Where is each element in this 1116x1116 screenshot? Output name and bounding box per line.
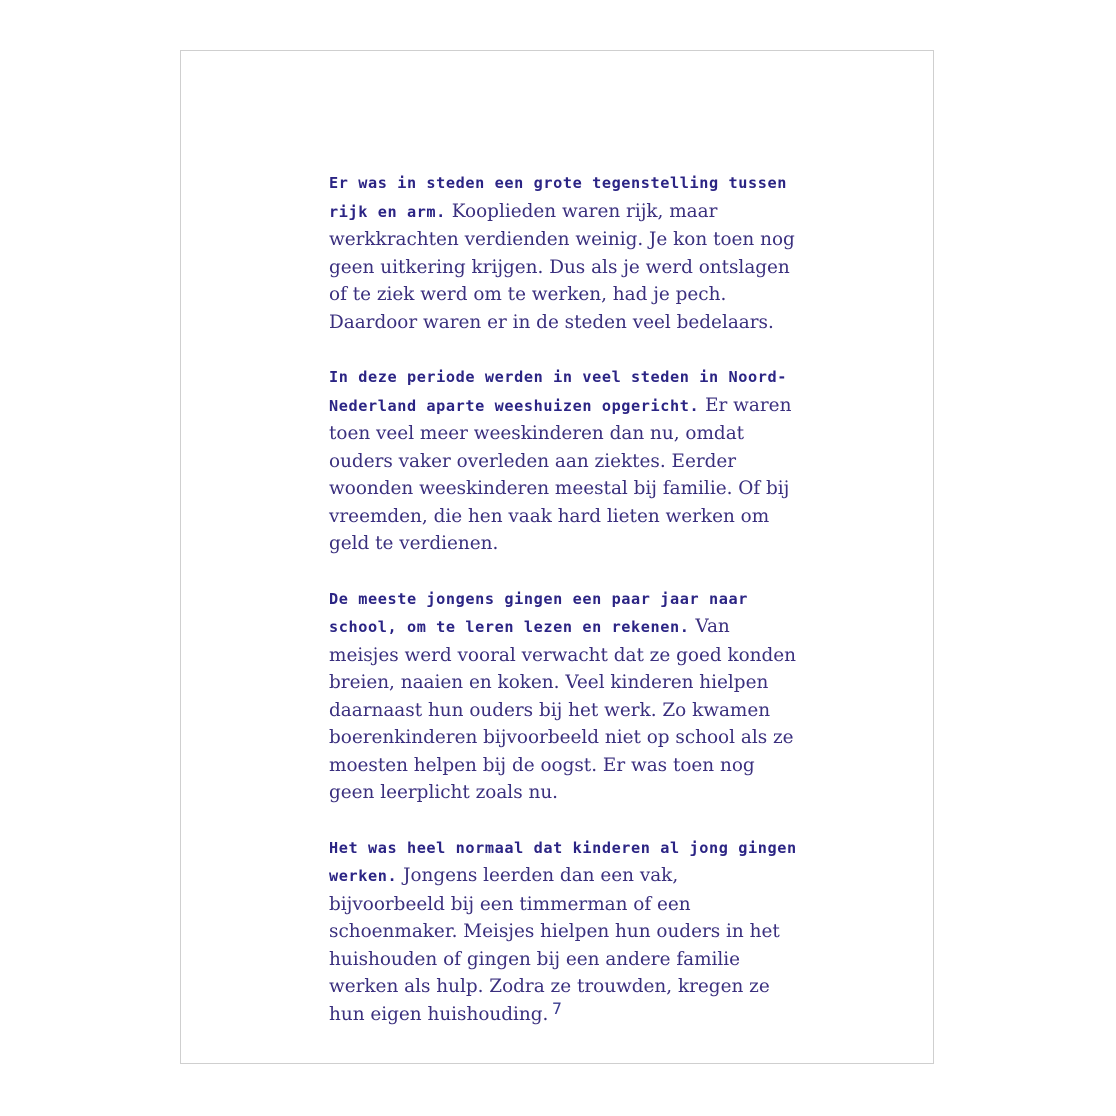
book-page bbox=[180, 50, 934, 1064]
paragraph-3-lead: De meeste jongens gingen een paar jaar naar school, om te leren lezen en rekenen. bbox=[329, 589, 748, 636]
paragraph-2-lead: In deze periode werden in veel steden in Noord-Nederland aparte weeshuizen opgericht. bbox=[329, 368, 787, 415]
page-text bbox=[329, 169, 799, 1055]
paragraph-3 bbox=[329, 585, 799, 807]
paragraph-4-body: Jongens leerden dan een vak, bijvoorbeeld bij een timmerman of een schoenmaker. Meisjes hielpen hun ouders in het huishouden of gingen bij een andere familie werken als hulp. Zodra ze trouwden, kregen ze hun eigen huishouding. bbox=[329, 865, 780, 1025]
paragraph-1 bbox=[329, 169, 799, 336]
paragraph-1-lead: Er was in steden een grote tegenstelling tussen rijk en arm. bbox=[329, 174, 787, 221]
paragraph-1-body: Kooplieden waren rijk, maar werkkrachten verdienden weinig. Je kon toen nog geen uitkering krijgen. Dus als je werd ontslagen of te ziek werd om te werken, had je pech. Daardoor waren er in de steden veel bedelaars. bbox=[329, 200, 795, 333]
paragraph-3-body: Van meisjes werd vooral verwacht dat ze goed konden breien, naaien en koken. Veel kinderen hielpen daarnaast hun ouders bij het werk. Zo kwamen boerenkinderen bijvoorbeeld niet op school als ze moesten helpen bij de oogst. Er was toen nog geen leerplicht zoals nu. bbox=[329, 616, 797, 803]
paragraph-2 bbox=[329, 363, 799, 558]
paragraph-2-body: Er waren toen veel meer weeskinderen dan nu, omdat ouders vaker overleden aan ziektes. Eerder woonden weeskinderen meestal bij familie. Of bij vreemden, die hen vaak hard lieten werken om geld te verdienen. bbox=[329, 394, 792, 554]
page-number: 7 bbox=[551, 999, 563, 1018]
paragraph-4-lead: Het was heel normaal dat kinderen al jong gingen werken. bbox=[329, 838, 797, 885]
